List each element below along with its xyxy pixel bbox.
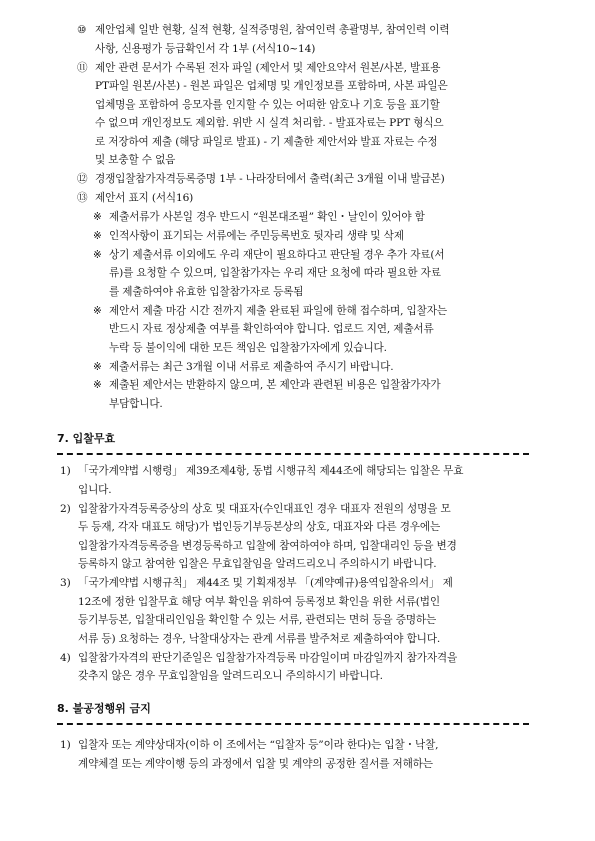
note-text: 제안서 제출 마감 시간 전까지 제출 완료된 파일에 한해 접수하며, 입찰자는: [109, 305, 447, 317]
item-marker: 1): [60, 465, 71, 477]
section-8-item-1-line-1: [60, 738, 438, 752]
note-text: 인적사항이 표기되는 서류에는 주민등록번호 뒷자리 생략 및 삭제: [109, 230, 404, 242]
list-item-13-line-1: [77, 191, 193, 205]
item-text: 입찰참가자격등록증상의 상호 및 대표자(수인대표인 경우 대표자 전원의 성명을 모: [78, 503, 451, 515]
section-7-heading: 7. 입찰무효: [57, 432, 116, 445]
section-8-item-1-line-2: 계약체결 또는 계약이행 등의 과정에서 입찰 및 계약의 공정한 질서를 저해하는: [78, 758, 433, 770]
note-4-line-1: [93, 304, 447, 318]
section-8-heading: 8. 불공정행위 금지: [57, 702, 151, 715]
section-7-item-4-line-2: 갖추지 않은 경우 무효입찰임을 알려드리오니 주의하시기 바랍니다.: [78, 670, 383, 682]
note-text: 상기 제출서류 이외에도 우리 재단이 필요하다고 판단될 경우 추가 자료(서: [109, 249, 445, 261]
section-7-item-4-line-1: [60, 651, 457, 665]
list-marker: ⑫: [77, 173, 88, 185]
list-marker: ⑪: [77, 62, 88, 74]
note-5-line-1: [93, 360, 393, 374]
section-7-divider: [57, 453, 529, 455]
list-item-text: 경쟁입찰참가자격등록증명 1부 - 나라장터에서 출력(최근 3개월 이내 발급본): [95, 173, 445, 185]
note-3-line-2: 류)를 요청할 수 있으며, 입찰참가자는 우리 재단 요청에 따라 필요한 자료: [109, 267, 441, 279]
list-item-11-line-3: 업체명을 포함하여 응모자를 인지할 수 있는 어떠한 암호나 기호 등을 표기할: [95, 99, 440, 111]
item-marker: 4): [60, 652, 71, 664]
section-7-item-2-line-2: 두 등재, 각자 대표도 해당)가 법인등기부등본상의 상호, 대표자와 다른 경우에는: [78, 521, 441, 533]
note-marker: ※: [93, 230, 102, 242]
list-item-11-line-1: [77, 61, 440, 75]
item-text: 입찰참가자격의 판단기준일은 입찰참가자격등록 마감일이며 마감일까지 참가자격을: [78, 652, 458, 664]
note-3-line-1: [93, 248, 444, 262]
list-item-11-line-2: PT파일 원본/사본) - 원본 파일은 업체명 및 개인정보를 포함하며, 사본 파일은: [95, 80, 448, 92]
note-marker: ※: [93, 305, 102, 317]
note-2-line-1: [93, 229, 404, 243]
note-1-line-1: [93, 210, 425, 224]
list-item-10-line-2: 사항, 신용평가 등급확인서 각 1부 (서식10~14): [95, 43, 316, 55]
item-text: 입찰자 또는 계약상대자(이하 이 조에서는 “입찰자 등”이라 한다)는 입찰・낙찰,: [78, 739, 439, 751]
section-7-item-3-line-2: 12조에 정한 입찰무효 해당 여부 확인을 위하여 등록정보 확인을 위한 서류(법인: [78, 596, 440, 608]
list-item-12-line-1: [77, 172, 445, 186]
list-item-11-line-5: 로 저장하여 제출 (해당 파일로 발표) - 기 제출한 제안서와 발표 자료는 수정: [95, 136, 438, 148]
section-7-item-1-line-2: 입니다.: [78, 484, 112, 496]
note-text: 제출서류가 사본일 경우 반드시 “원본대조필” 확인・날인이 있어야 함: [109, 211, 425, 223]
item-text: 「국가계약법 시행규칙」 제44조 및 기획재정부 「(계약예규)용역입찰유의서」 제: [78, 577, 453, 589]
section-7-item-2-line-3: 입찰참가자격등록증을 변경등록하고 입찰에 참여하여야 하며, 입찰대리인 등을 변경: [78, 540, 457, 552]
note-3-line-3: 를 제출하여야 유효한 입찰참가자로 등록됨: [109, 286, 304, 298]
note-6-line-2: 부담합니다.: [109, 398, 163, 410]
section-7-item-3-line-1: [60, 576, 453, 590]
section-7-item-2-line-4: 등록하지 않고 참여한 입찰은 무효입찰임을 알려드리오니 주의하시기 바랍니다.: [78, 558, 437, 570]
list-marker: ⑬: [77, 192, 88, 204]
note-text: 제출된 제안서는 반환하지 않으며, 본 제안과 관련된 비용은 입찰참가자가: [109, 379, 441, 391]
item-marker: 1): [60, 739, 71, 751]
list-item-11-line-4: 수 없으며 개인정보도 제외함. 위반 시 실격 처리함. - 발표자료는 PPT 형식으: [95, 117, 444, 129]
note-4-line-2: 반드시 자료 정상제출 여부를 확인하여야 합니다. 업로드 지연, 제출서류: [109, 323, 434, 335]
section-7-item-3-line-4: 서류 등) 요청하는 경우, 낙찰대상자는 관계 서류를 발주처로 제출하여야 합니다.: [78, 633, 441, 645]
section-7-item-1-line-1: [60, 464, 463, 478]
note-marker: ※: [93, 361, 102, 373]
section-7-item-2-line-1: [60, 502, 451, 516]
note-marker: ※: [93, 249, 102, 261]
list-item-text: 제안 관련 문서가 수록된 전자 파일 (제안서 및 제안요약서 원본/사본, 발표용: [95, 62, 441, 74]
note-marker: ※: [93, 211, 102, 223]
section-7-item-3-line-3: 등기부등본, 입찰대리인임을 확인할 수 있는 서류, 관련되는 면허 등을 증명하는: [78, 614, 437, 626]
note-6-line-1: [93, 378, 440, 392]
item-marker: 3): [60, 577, 71, 589]
note-marker: ※: [93, 379, 102, 391]
note-text: 제출서류는 최근 3개월 이내 서류로 제출하여 주시기 바랍니다.: [109, 361, 394, 373]
list-item-11-line-6: 및 보충할 수 없음: [95, 154, 176, 166]
section-8-divider: [57, 723, 529, 725]
list-marker: ⑩: [77, 24, 87, 36]
list-item-10-line-1: [77, 23, 449, 37]
list-item-text: 제안업체 일반 현황, 실적 현황, 실적증명원, 참여인력 총괄명부, 참여인력 이력: [95, 24, 450, 36]
item-text: 「국가계약법 시행령」 제39조제4항, 동법 시행규칙 제44조에 해당되는 입찰은 무효: [78, 465, 464, 477]
list-item-text: 제안서 표지 (서식16): [95, 192, 194, 204]
note-4-line-3: 누락 등 불이익에 대한 모든 책임은 입찰참가자에게 있습니다.: [109, 342, 387, 354]
item-marker: 2): [60, 503, 71, 515]
